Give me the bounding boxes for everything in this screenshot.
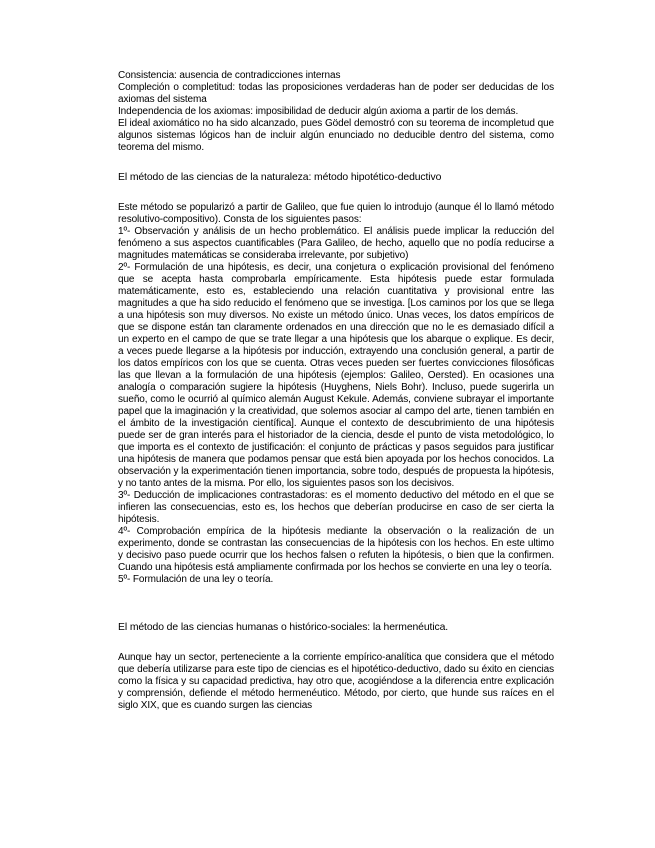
spacer bbox=[118, 586, 554, 622]
spacer bbox=[118, 634, 554, 652]
definition-consistency: Consistencia: ausencia de contradicciones internas bbox=[118, 70, 341, 81]
step-1-paragraph: 1º- Observación y análisis de un hecho problemático. El análisis puede implicar la reducción del fenómeno a sus aspectos cuantificables (Para Galileo, de hecho, aquello que no podía reducirse a magnitudes matemáticas se consideraba irrelevante, por subjetivo) bbox=[118, 226, 554, 261]
section-heading-human-sciences: El método de las ciencias humanas o histórico-sociales: la hermenéutica. bbox=[118, 622, 449, 633]
spacer bbox=[118, 184, 554, 202]
step-5-paragraph: 5º- Formulación de una ley o teoría. bbox=[118, 574, 274, 585]
method-intro-paragraph: Este método se popularizó a partir de Galileo, que fue quien lo introdujo (aunque él lo llamó método resolutivo-compositivo). Consta de los siguientes pasos: bbox=[118, 202, 554, 225]
hermeneutics-paragraph: Aunque hay un sector, perteneciente a la corriente empírico-analítica que considera que el método que debería utilizarse para este tipo de ciencias es el hipotético-deductivo, dado su éxito en ciencias como la física y su capacidad predictiva, hay otro que, acogiéndose a la diferencia entre explicación y comprensión, defiende el método hermenéutico. Método, por cierto, que hunde sus raíces en el siglo XIX, que es cuando surgen las ciencias bbox=[118, 652, 554, 711]
step-3-paragraph: 3º- Deducción de implicaciones contrastadoras: es el momento deductivo del método en el que se infieren las consecuencias, esto es, los hechos que deberían producirse en caso de ser cierta la hipótesis. bbox=[118, 490, 554, 525]
spacer bbox=[118, 154, 554, 172]
step-4-paragraph: 4º- Comprobación empírica de la hipótesis mediante la observación o la realización de un experimento, donde se contrastan las consecuencias de la hipótesis con los hechos. En este ultimo y decisivo paso puede ocurrir que los hechos falsen o refuten la hipótesis, o bien que la confirmen. Cuando una hipótesis está ampliamente confirmada por los hechos se convierte en una ley o teoría. bbox=[118, 526, 554, 573]
godel-paragraph: El ideal axiomático no ha sido alcanzado, pues Gödel demostró con su teorema de incompletud que algunos sistemas lógicos han de incluir algún enunciado no deducible dentro del sistema, como teorema del mismo. bbox=[118, 118, 554, 153]
step-2-paragraph: 2º- Formulación de una hipótesis, es decir, una conjetura o explicación provisional del fenómeno que se acepta hasta comprobarla empíricamente. Esta hipótesis puede estar formulada matemáticamente, esto es, estableciendo una relación cuantitativa y provisional entre las magnitudes a que ha sido reducido el fenómeno que se investiga. [Los caminos por los que se llega a una hipótesis son muy diversos. No existe un método único. Unas veces, los datos empíricos de que se dispone están tan claramente ordenados en una dirección que no le es demasiado difícil a un experto en el campo de que se trate llegar a una hipótesis que los abarque o explique. Es decir, a veces puede llegarse a la hipótesis por inducción, extrayendo una conclusión general, a partir de los datos empíricos con los que se cuenta. Otras veces pueden ser fuertes convicciones filosóficas las que llevan a la formulación de una hipótesis (ejemplos: Galileo, Oersted). En ocasiones una analogía o comparación sugiere la hipótesis (Huyghens, Niels Bohr). Incluso, puede sugerirla un sueño, como le ocurrió al químico alemán August Kekule. Además, conviene subrayar el importante papel que la imaginación y la creatividad, que solemos asociar al campo del arte, tienen también en el ámbito de la investigación científica]. Aunque el contexto de descubrimiento de una hipótesis puede ser de gran interés para el historiador de la ciencia, desde el punto de vista metodológico, lo que importa es el contexto de justificación: el conjunto de prácticas y pasos seguidos para justificar una hipótesis de manera que podamos pensar que está bien apoyada por los hechos conocidos. La observación y la experimentación tienen importancia, sobre todo, después de propuesta la hipótesis, y no tanto antes de la misma. Por ello, los siguientes pasos son los decisivos. bbox=[118, 262, 554, 489]
definition-completeness: Compleción o completitud: todas las proposiciones verdaderas han de poder ser deducidas de los axiomas del sistema bbox=[118, 82, 554, 105]
section-heading-natural-sciences: El método de las ciencias de la naturaleza: método hipotético-deductivo bbox=[118, 172, 442, 183]
definition-independence: Independencia de los axiomas: imposibilidad de deducir algún axioma a partir de los demás. bbox=[118, 106, 519, 117]
document-page bbox=[118, 70, 554, 712]
